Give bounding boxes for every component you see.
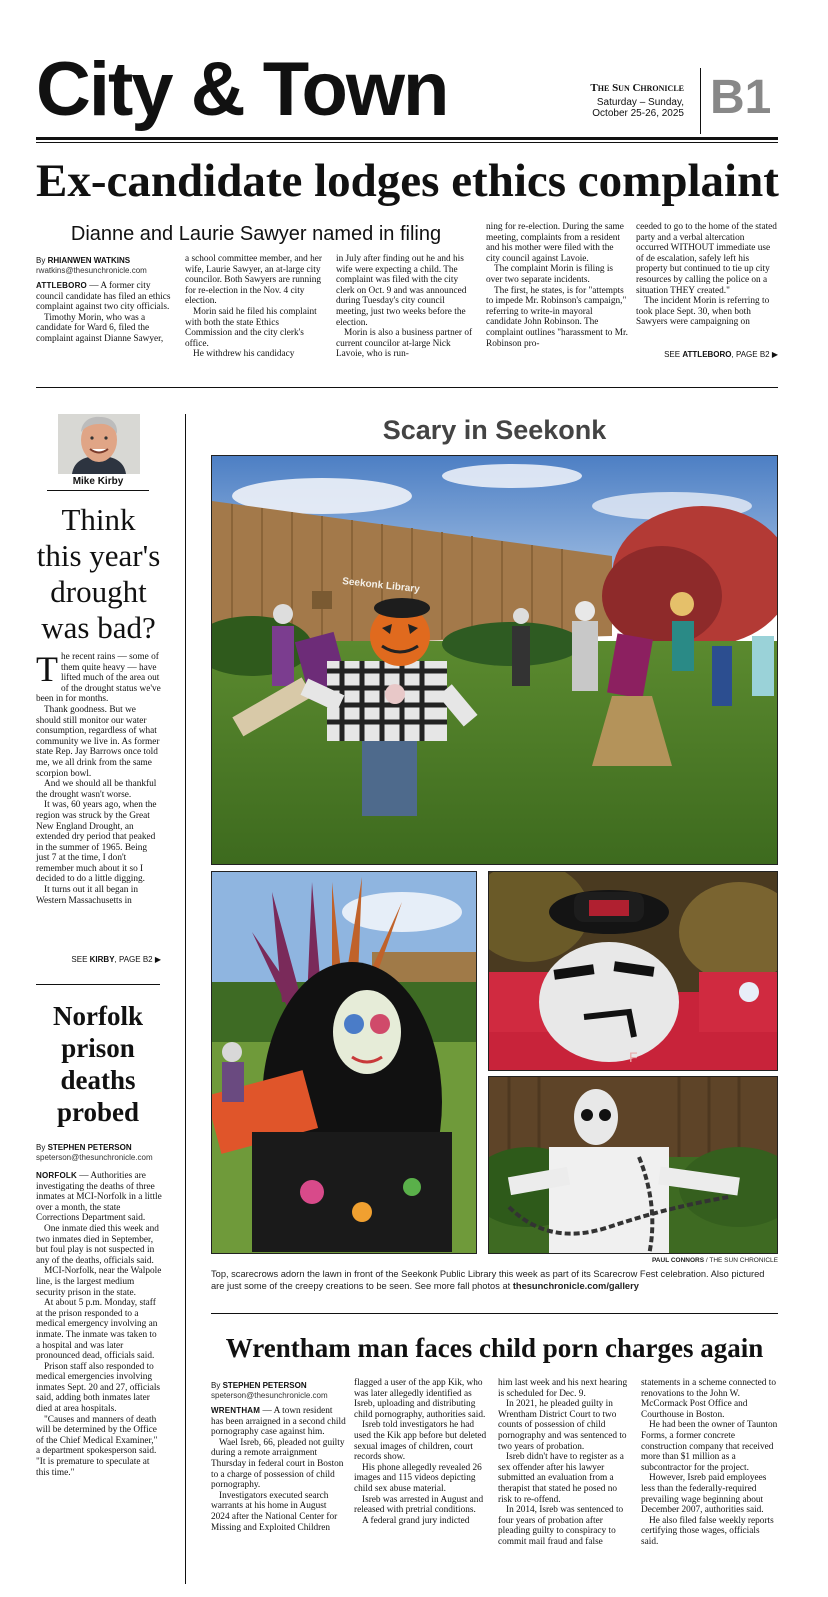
drop-cap: T [36, 649, 58, 689]
scarecrow-lawn-photo [211, 455, 778, 865]
prison-paragraph: At about 5 p.m. Monday, staff at the prison responded to a medical emergency involving an inmate. The inmate was taken to a hospital and was later pronounced dead, officials said. [36, 1298, 158, 1362]
column-body [36, 649, 161, 906]
masthead-divider [700, 68, 701, 134]
lead-paragraph: Timothy Morin, who was a candidate for Ward 6, filed the complaint against Dianne Sawyer, [36, 312, 164, 344]
column-paragraph: Thank goodness. But we should still monitor our water consumption, regardless of what community we live in. As former state Rep. Jay Barrows once told me, we all drink from the same scorpion bowl. [36, 704, 160, 779]
lead-headline: Ex-candidate lodges ethics complaint [36, 155, 779, 207]
lead-bottom-rule [36, 387, 778, 388]
column-jump-link[interactable]: SEE KIRBY, PAGE B2 ▶ [71, 955, 161, 964]
lead-col-1 [36, 256, 176, 345]
lead-jump-link[interactable]: SEE ATTLEBORO, PAGE B2 ▶ [664, 350, 778, 359]
section-title: City & Town [36, 47, 448, 132]
column-divider [185, 414, 186, 1584]
prison-headline: Norfolk prison deaths probed [53, 1001, 143, 1127]
issue-date-line1: Saturday – Sunday, [596, 97, 684, 108]
prison-paragraph: Prison staff also responded to medical emergencies involving inmates Sept. 20 and 27, officials said, adding both inmates later died at area hospitals. [36, 1361, 161, 1415]
photo-bottom-rule [211, 1313, 778, 1314]
prison-byline-email: speterson@thesunchronicle.com [36, 1153, 153, 1162]
prison-paragraph: One inmate died this week and two inmates died in September, but foul play is not suspected in any of the deaths, officials said. [36, 1223, 159, 1266]
lead-col-2: a school committee member, and her wife, Laurie Sawyer, an at-large city councilor. Both Sawyers are running for re-election in the Nov. 4 city election. Morin said he filed his complaint with both the state Ethics Commission and the city clerk's office. He withdrew his candidacy [185, 254, 322, 360]
columnist-name: Mike Kirby [72, 476, 124, 487]
lead-byline: By RHIANWEN WATKINS [36, 256, 131, 265]
prison-byline-block [36, 1143, 162, 1162]
lead-paragraph: ATTLEBORO — A former city council candidate has filed an ethics complaint against two city officials. [36, 281, 171, 313]
column-paragraph: And we should all be thankful the drought wasn't worse. [36, 779, 157, 800]
svg-text:F: F [629, 1049, 638, 1065]
lead-col-4: ning for re-election. During the same meeting, complaints from a resident and his mother were filed with the city council against Lavoie. The complaint Morin is filing is over two separate incidents. The first, he states, is for "attempts to impede Mr. Robinson's campaign," referring to write-in mayoral candidate John Robinson. The complaint outlines "harassment to Mr. Robinson pro- [486, 222, 628, 349]
columnist-name-rule [47, 490, 149, 491]
prison-body [36, 1171, 162, 1478]
column-headline: Think this year's drought was bad? [36, 502, 161, 645]
photo-caption: Top, scarecrows adorn the lawn in front of the Seekonk Public Library this week as part of its Scarecrow Fest celebration. Also pictured are just some of the creepy creations to be seen. See more fall photos at thesunchronicle.com/gallery [211, 1269, 765, 1291]
skeleton-scarecrow-photo [488, 1076, 778, 1254]
lead-subhead: Dianne and Laurie Sawyer named in filing [70, 223, 442, 245]
prison-paragraph: MCI-Norfolk, near the Walpole line, is the largest medium security prison in the state. [36, 1266, 162, 1298]
photo-credit: PAUL CONNORS / THE SUN CHRONICLE [651, 1257, 778, 1264]
column-paragraph: It turns out it all began in Western Massachusetts in [36, 885, 138, 906]
column-paragraph: The recent rains — some of them quite heavy — have lifted much of the area out of the drought status we've been in for months. [36, 649, 161, 705]
paper-name: The Sun Chronicle [590, 82, 684, 94]
lead-dateline: ATTLEBORO [36, 281, 87, 290]
fire-helmet-scarecrow-photo [488, 871, 778, 1071]
wrentham-paragraph: Wael Isreb, 66, pleaded not guilty during a remote arraignment Thursday in federal court in Boston to a charge of possession of child pornography. [211, 1437, 345, 1491]
wrentham-paragraph: WRENTHAM — A town resident has been arraigned in a second child pornography case against him. [211, 1406, 346, 1438]
prison-paragraph: "Causes and manners of death will be determined by the Office of the Chief Medical Examiner," a department spokesperson said. "It is premature to speculate at this time." [36, 1414, 158, 1478]
gallery-link[interactable]: thesunchronicle.com/gallery [512, 1281, 639, 1291]
masthead-rule-thin [36, 142, 778, 143]
column-bottom-rule [36, 984, 160, 985]
prison-byline: By STEPHEN PETERSON [36, 1143, 132, 1152]
wrentham-col-2: flagged a user of the app Kik, who was later allegedly identified as Isreb, uploading and distributing child pornography, authorities said. Isreb told investigators he had used the Kik app before but deleted sexual images of children, court records show. His phone allegedly revealed 26 images and 115 videos depicting child sex abuse material. Isreb was arrested in August and released with pretrial conditions. A federal grand jury indicted [354, 1378, 487, 1526]
issue-date-line2: October 25-26, 2025 [592, 108, 684, 119]
wrentham-col-1 [211, 1381, 347, 1533]
wrentham-paragraph: Investigators executed search warrants at his home in August 2024 after the National Center for Missing and Exploited Children [211, 1490, 338, 1533]
columnist-photo [58, 414, 140, 474]
lead-byline-email: rwatkins@thesunchronicle.com [36, 266, 147, 275]
prison-dateline: NORFOLK [36, 1171, 77, 1180]
lead-col-5: ceeded to go to the home of the stated party and a verbal altercation occurred WITHOUT immediate use of de escalation, safely left his property but continued to tie up city resources by calling the police on a situation THEY created." The incident Morin is referring to took place Sept. 30, when both Sawyers were campaigning on [636, 222, 777, 328]
column-paragraph: It was, 60 years ago, when the region was struck by the Great New England Drought, an extended dry period that peaked in the summer of 1965. Being just 7 at the time, I don't remember much about it so I decided to do a little digging. [36, 800, 157, 885]
wrentham-byline: By STEPHEN PETERSON [211, 1381, 307, 1390]
lead-col-3: in July after finding out he and his wife were expecting a child. The complaint was filed with the city clerk on Oct. 9 and was announced during Tuesday's city council meeting, just two weeks before the election. Morin is also a business partner of current councilor at-large Nick Lavoie, who is run- [336, 254, 473, 360]
photo-feature-headline: Scary in Seekonk [382, 415, 607, 445]
page-number: B1 [710, 71, 772, 124]
wrentham-byline-email: speterson@thesunchronicle.com [211, 1391, 328, 1400]
wrentham-col-3: him last week and his next hearing is scheduled for Dec. 9. In 2021, he pleaded guilty in Wrentham District Court to two counts of possession of child pornography and was sentenced to two years of probation. Isreb didn't have to register as a sex offender after his lawyer submitted an evaluation from a therapist that stated he posed no risk to re-offend. In 2014, Isreb was sentenced to four years of probation after pleading guilty to conspiracy to commit mail fraud and false [498, 1378, 628, 1547]
masthead-rule-thick [36, 137, 778, 140]
sugar-skull-scarecrow-photo [211, 871, 477, 1254]
library-sign: Seekonk Library [341, 576, 421, 596]
wrentham-headline: Wrentham man faces child porn charges again [225, 1333, 764, 1363]
prison-paragraph: NORFOLK — Authorities are investigating the deaths of three inmates at MCI-Norfolk in a little over a month, the state Corrections Department said. [36, 1171, 162, 1224]
wrentham-col-4: statements in a scheme connected to renovations to the John W. McCormack Post Office and Courthouse in Boston. He had been the owner of Taunton Forms, a former concrete construction company that received more than $1 million as a subcontractor for the project. However, Isreb paid employees less than the federally-required prevailing wage beginning about December 2007, authorities said. He also filed false weekly reports certifying those wages, officials said. [641, 1378, 778, 1547]
wrentham-dateline: WRENTHAM [211, 1406, 261, 1415]
